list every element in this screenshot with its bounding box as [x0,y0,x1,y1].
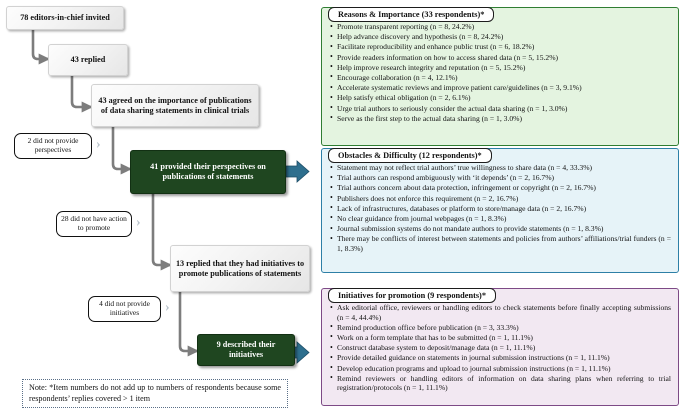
list-item: • Promote transparent reporting (n = 8, 24.2%) [329,22,671,32]
list-item: • Help improve research integrity and reputation (n = 5, 15.2%) [329,63,671,73]
panel-initiatives-list [322,289,678,399]
list-item: • Provide readers information on how to access shared data (n = 5, 15.2%) [329,53,671,63]
panel-initiatives-title: Initiatives for promotion (9 respondents)* [328,288,496,303]
flow-box-replied-label: 43 replied [70,55,106,65]
panel-obstacles-title: Obstacles & Difficulty (12 respondents)* [328,148,492,163]
list-item: • Encourage collaboration (n = 4, 12.1%) [329,73,671,83]
list-item: • Remind production office before publication (n = 3, 33.3%) [329,323,671,333]
flow-box-initiatives-label: 13 replied that they had initiatives to promote publications of statements [175,258,305,278]
list-item: • Develop education programs and upload to journal submission instructions (n = 1, 11.1%) [329,364,671,374]
flow-box-perspectives[interactable] [130,150,286,194]
list-item: • Accelerate systematic reviews and improve patient care/guidelines (n = 3, 9.1%) [329,83,671,93]
list-item: • Lack of infrastructures, databases or platform to store/manage data (n = 2, 16.7%) [329,204,671,214]
list-item: • Help satisfy ethical obligation (n = 2, 6.1%) [329,93,671,103]
list-item: • Construct database system to deposit/manage data (n = 1, 11.1%) [329,343,671,353]
list-item: • Publishers does not enforce this requirement (n = 2, 16.7%) [329,194,671,204]
flow-box-replied[interactable] [48,44,128,76]
list-item: • No clear guidance from journal webpages (n = 1, 8.3%) [329,214,671,224]
list-item: • Ask editorial office, reviewers or handling editors to check statements before finally accepting submissions (n = 4, 44.4%) [329,303,671,322]
flow-box-invited-label: 78 editors-in-chief invited [20,13,110,23]
arrow-perspectives-to-panels [286,161,309,182]
chevron-right-icon-3: › [165,300,170,315]
list-item: • Journal submission systems do not mandate authors to provide statements (n = 1, 8.3%) [329,224,671,234]
flow-box-described-label: 9 described their initiatives [216,340,276,359]
list-item: • Trial authors concern about data protection, infringement or copyright (n = 2, 16.7%) [329,183,671,193]
panel-reasons-title: Reasons & Importance (33 respondents)* [328,7,494,22]
list-item: • There may be conflicts of interest between statements and policies from authors’ affiliations/trial funders (n = 1, 8.3%) [329,234,671,253]
footnote-text: Note: *Item numbers do not add up to numbers of respondents because some respondents’ replies covered > 1 item [29,383,281,403]
exclusion-no-initiatives[interactable] [88,296,161,322]
flow-box-described[interactable] [197,334,295,366]
flow-box-invited[interactable] [6,6,124,30]
panel-reasons [321,7,679,146]
panel-reasons-list [322,8,678,129]
list-item: • Remind reviewers or handling editors of information on data sharing plans when referring to trial registration/protocols (n = 1, 11.1%) [329,374,671,393]
list-item: • Urge trial authors to seriously consider the actual data sharing (n = 1, 3.0%) [329,104,671,114]
list-item: • Statement may not reflect trial authors’ true willingness to share data (n = 4, 33.3%) [329,163,671,173]
chevron-right-icon-2: › [136,215,141,230]
flow-box-initiatives[interactable] [170,245,310,292]
list-item: • Facilitate reproducibility and enhance public trust (n = 6, 18.2%) [329,42,671,52]
list-item: • Serve as the first step to the actual data sharing (n = 1, 3.0%) [329,114,671,124]
exclusion-no-perspectives[interactable] [14,133,92,159]
panel-obstacles [321,148,679,273]
exclusion-no-initiatives-label: 4 did not provide initiatives [99,299,150,317]
exclusion-no-action-label: 28 did not have action to promote [61,214,127,232]
flow-box-agreed-label: 43 agreed on the importance of publications of data sharing statements in clinical trials [98,95,252,115]
list-item: • Trial authors can respond ambiguously with ‘it depends’ (n = 2, 16.7%) [329,173,671,183]
flow-box-perspectives-label: 41 provided their perspectives on publications of statements [150,162,266,181]
exclusion-no-action[interactable] [56,211,132,237]
list-item: • Help advance discovery and hypothesis (n = 8, 24.2%) [329,32,671,42]
exclusion-no-perspectives-label: 2 did not provide perspectives [27,136,79,154]
flow-box-agreed[interactable] [91,84,259,127]
list-item: • Provide detailed guidance on statements in journal submission instructions (n = 1, 11.1%) [329,353,671,363]
list-item: • Work on a form template that has to be submitted (n = 1, 11.1%) [329,333,671,343]
chevron-right-icon-1: › [96,137,101,152]
panel-initiatives [321,288,679,406]
footnote-box [22,379,288,408]
panel-obstacles-list [322,149,678,259]
